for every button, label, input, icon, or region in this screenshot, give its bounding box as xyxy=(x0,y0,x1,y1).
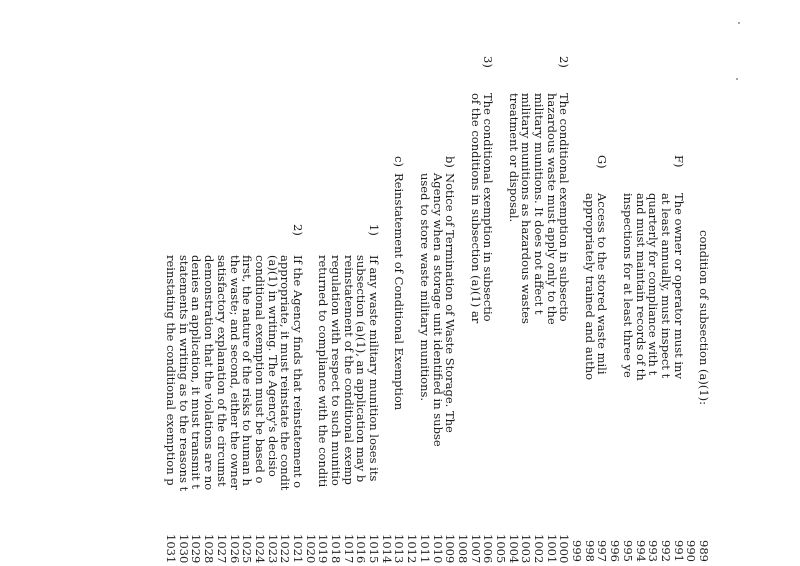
line-text: quarterly for compliance with t xyxy=(646,193,661,376)
line-text: inspections for at least three ye xyxy=(620,193,635,378)
text-line-990 xyxy=(685,0,698,520)
line-text: reinstatement of the conditional exemp xyxy=(341,255,356,485)
text-line-1030 xyxy=(177,0,190,520)
line-number: 1016 xyxy=(354,534,369,564)
line-text: subsection (a)(1), an application may b xyxy=(354,255,369,483)
document-body xyxy=(164,0,710,520)
text-line-1002 xyxy=(532,0,545,520)
text-line-995 xyxy=(621,0,634,520)
text-line-1010 xyxy=(431,0,444,520)
line-text: of the conditions in subsection (a)(1) ar xyxy=(468,93,483,324)
line-text: statements in writing as to the reasons t xyxy=(176,255,191,492)
line-text: Access to the stored waste mili xyxy=(595,193,610,375)
line-text: If any waste military munition loses its xyxy=(367,255,382,482)
text-line-1004 xyxy=(507,0,520,520)
line-number: 991 xyxy=(671,540,686,562)
line-text: reinstating the conditional exemption p xyxy=(164,255,179,486)
line-text: regulation with respect to such munitio xyxy=(329,255,344,486)
line-number: 1028 xyxy=(202,534,217,564)
line-number-column xyxy=(164,534,710,562)
item-label-2: 2) xyxy=(557,56,572,68)
line-number: 995 xyxy=(620,540,635,562)
scan-speck xyxy=(736,78,738,80)
line-number: 1012 xyxy=(405,534,420,564)
text-line-989 xyxy=(697,0,710,520)
line-number: 993 xyxy=(646,540,661,562)
text-line-1031 xyxy=(164,0,177,520)
line-text: conditional exemption must be based o xyxy=(252,255,267,484)
line-number: 997 xyxy=(595,540,610,562)
text-line-1009 xyxy=(444,0,457,520)
text-line-993 xyxy=(647,0,660,520)
text-line-1022 xyxy=(279,0,292,520)
text-line-1005 xyxy=(494,0,507,520)
line-text: The owner or operator must inv xyxy=(671,193,686,379)
line-text: treatment or disposal. xyxy=(506,93,521,223)
line-text: If the Agency finds that reinstatement o xyxy=(291,255,305,489)
scan-speck xyxy=(738,22,740,24)
text-line-1025 xyxy=(241,0,254,520)
text-line-1016 xyxy=(355,0,368,520)
line-number: 1019 xyxy=(316,534,331,564)
line-number: 1000 xyxy=(557,534,572,564)
text-line-1013 xyxy=(393,0,406,520)
text-line-1029 xyxy=(190,0,203,520)
line-text: used to store waste military munitions. xyxy=(417,173,432,402)
text-line-1027 xyxy=(215,0,228,520)
text-line-1014 xyxy=(380,0,393,520)
text-line-1023 xyxy=(266,0,279,520)
line-number: 996 xyxy=(608,540,623,562)
line-number: 1013 xyxy=(392,534,407,564)
line-number: 1006 xyxy=(481,534,496,564)
text-line-1011 xyxy=(418,0,431,520)
line-text: denies an application, it must transmit t xyxy=(189,255,204,489)
line-text: (a)(1) in writing. The Agency's decisio xyxy=(265,255,280,477)
line-number: 1015 xyxy=(367,534,382,564)
text-line-1012 xyxy=(406,0,419,520)
text-line-1024 xyxy=(253,0,266,520)
text-line-998 xyxy=(583,0,596,520)
item-label-2: 2) xyxy=(291,224,305,236)
text-line-1019 xyxy=(317,0,330,520)
line-text: first, the nature of the risks to human h xyxy=(240,255,255,486)
line-text: The conditional exemption in subsectio xyxy=(481,93,496,322)
line-number: 1023 xyxy=(265,534,280,564)
line-text: Reinstatement of Conditional Exemption xyxy=(392,173,407,411)
section-label-c: c) xyxy=(392,156,407,167)
line-number: 1020 xyxy=(303,534,318,564)
line-text: condition of subsection (a)(1): xyxy=(697,230,711,406)
line-number: 1011 xyxy=(417,534,432,564)
line-number: 1027 xyxy=(214,534,229,564)
line-number: 1009 xyxy=(443,534,458,564)
line-number: 1007 xyxy=(468,534,483,564)
line-text: returned to compliance with the conditi xyxy=(316,255,331,488)
line-text: appropriate, it must reinstate the condit xyxy=(278,255,293,491)
item-label-F: F) xyxy=(671,155,686,168)
line-number: 999 xyxy=(570,540,585,562)
line-text: and must maintain records of th xyxy=(633,193,648,381)
line-number: 1021 xyxy=(291,534,305,564)
line-text: Agency when a storage unit identified in subse xyxy=(430,173,445,447)
line-text: Notice of Termination of Waste Storage. The xyxy=(443,173,458,433)
line-number: 1026 xyxy=(227,534,242,564)
line-number: 1025 xyxy=(240,534,255,564)
line-number: 994 xyxy=(633,540,648,562)
line-number: 998 xyxy=(582,540,597,562)
text-line-997 xyxy=(596,0,609,520)
line-number: 1004 xyxy=(506,534,521,564)
line-text: demonstration that the violations are no xyxy=(202,255,217,491)
line-text: at least annually, must inspect t xyxy=(658,193,673,379)
text-line-1020 xyxy=(304,0,317,520)
line-number: 1003 xyxy=(519,534,534,564)
text-line-1015 xyxy=(367,0,380,520)
line-number: 1022 xyxy=(278,534,293,564)
text-line-1018 xyxy=(329,0,342,520)
line-number: 1014 xyxy=(379,534,394,564)
line-text: the waste; and second, either the owner xyxy=(227,255,242,490)
text-line-1003 xyxy=(520,0,533,520)
line-number: 1030 xyxy=(176,534,191,564)
text-line-1006 xyxy=(482,0,495,520)
line-number: 1005 xyxy=(494,534,508,564)
text-line-1026 xyxy=(228,0,241,520)
line-number: 1029 xyxy=(189,534,204,564)
line-text: hazardous waste must apply only to the xyxy=(544,93,559,325)
item-label-G: G) xyxy=(595,155,610,169)
line-number: 992 xyxy=(658,540,673,562)
line-number: 1008 xyxy=(455,534,470,564)
text-line-999 xyxy=(570,0,583,520)
line-number: 1010 xyxy=(430,534,445,564)
text-line-1000 xyxy=(558,0,571,520)
line-text: appropriately trained and autho xyxy=(582,193,597,381)
line-text: satisfactory explanation of the circumst xyxy=(214,255,229,487)
line-number: 1024 xyxy=(252,534,267,564)
line-number: 1031 xyxy=(164,534,179,564)
text-line-1001 xyxy=(545,0,558,520)
text-line-1007 xyxy=(469,0,482,520)
text-line-1008 xyxy=(456,0,469,520)
line-text: military munitions. It does not affect t xyxy=(532,93,547,315)
item-label-1: 1) xyxy=(367,224,382,236)
line-number: 989 xyxy=(697,540,711,562)
text-line-1017 xyxy=(342,0,355,520)
item-label-3: 3) xyxy=(481,56,496,68)
section-label-b: b) xyxy=(443,156,458,168)
line-text: military munitions as hazardous wastes xyxy=(519,93,534,324)
line-number: 1018 xyxy=(329,534,344,564)
text-line-996 xyxy=(609,0,622,520)
line-number: 990 xyxy=(684,540,699,562)
text-line-1021 xyxy=(291,0,304,520)
text-line-992 xyxy=(659,0,672,520)
line-number: 1002 xyxy=(532,534,547,564)
text-line-1028 xyxy=(203,0,216,520)
line-number: 1017 xyxy=(341,534,356,564)
text-line-994 xyxy=(634,0,647,520)
line-text: The conditional exemption in subsectio xyxy=(557,93,572,322)
line-number: 1001 xyxy=(544,534,559,564)
text-line-991 xyxy=(672,0,685,520)
